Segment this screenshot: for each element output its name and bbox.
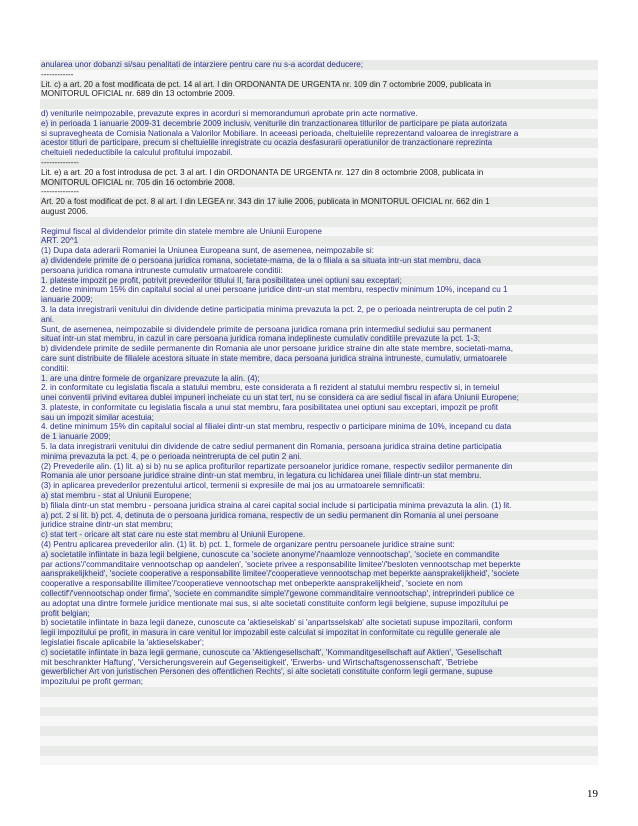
text-line: b) societatile infiintate in baza legii daneze, cunoscute ca 'aktieselskab' si 'anpartsselskab' alte societati supuse impozitarii, conform [40, 618, 598, 628]
text-line: anularea unor dobanzi si/sau penalitati de intarziere pentru care nu s-a acordat deducere; [40, 60, 598, 70]
text-line: 2. detine minimum 15% din capitalul social al unei persoane juridice dintr-un stat membru, respectiv minimum 10%, incepand cu 1 [40, 285, 598, 295]
text-line: par actions'/'commanditaire vennootschap op aandelen', 'societe privee a responsabilite limitee'/'besloten vennootschap met beperkte [40, 560, 598, 570]
text-line: 1. are una dintre formele de organizare prevazute la alin. (4); [40, 374, 598, 384]
text-line: 4. detine minimum 15% din capitalul social al filialei dintr-un stat membru, respectiv o participare minima de 10%, incepand cu data [40, 422, 598, 432]
text-line: Art. 20 a fost modificat de pct. 8 al art. I din LEGEA nr. 343 din 17 iulie 2006, publicata in MONITORUL OFICIAL nr. 662 din 1 [40, 197, 598, 207]
page-number: 19 [587, 788, 598, 800]
document-page [40, 60, 598, 778]
text-line [40, 217, 598, 227]
text-line: 1. plateste impozit pe profit, potrivit prevederilor titlului II, fara posibilitatea unei optiuni sau exceptari; [40, 276, 598, 286]
text-line: b) dividendele primite de sediile permanente din Romania ale unor persoane juridice straine din alte state membre, societati-mama, [40, 344, 598, 354]
text-line: si supravegheata de Comisia Nationala a Valorilor Mobiliare. In aceeasi perioada, cheltuielile reprezentand valoarea de inregistrare a [40, 129, 598, 139]
text-line: 2. in conformitate cu legislatia fiscala a statului membru, este considerata a fi rezident al statului membru respectiv si, in temeiul [40, 383, 598, 393]
text-line: de 1 ianuarie 2009; [40, 432, 598, 442]
text-line: care sunt distribuite de filialele acestora situate in state membre, daca persoana juridica straina intruneste, cumulativ, urmatoarele [40, 354, 598, 364]
text-line: MONITORUL OFICIAL nr. 705 din 16 octombrie 2008. [40, 178, 598, 188]
text-line: cheltuieli nedeductibile la calculul profitului impozabil. [40, 148, 598, 158]
text-line: MONITORUL OFICIAL nr. 689 din 13 octombrie 2009. [40, 89, 598, 99]
text-line: conditii: [40, 364, 598, 374]
text-line: legii impozitului pe profit, in masura in care venitul lor impozabil este calculat si impozitat in conformitate cu regulile generale ale [40, 628, 598, 638]
text-line [40, 716, 598, 726]
text-line: Sunt, de asemenea, neimpozabile si dividendele primite de persoana juridica romana prin intermediul sediului sau permanent [40, 325, 598, 335]
text-line: gewerblicher Art von juristischen Personen des offentlichen Rechts', si alte societati constituite conform legii germane, supuse [40, 667, 598, 677]
text-line: unei conventii privind evitarea dublei impuneri incheiate cu un stat tert, nu se considera ca are sediul fiscal in afara Uniunii Europene; [40, 393, 598, 403]
text-line [40, 746, 598, 756]
text-line: ------------ [40, 70, 598, 80]
text-line: c) stat tert - oricare alt stat care nu este stat membru al Uniunii Europene. [40, 530, 598, 540]
text-line: juridice straine dintr-un stat membru; [40, 520, 598, 530]
text-line: e) in perioada 1 ianuarie 2009-31 decembrie 2009 inclusiv, veniturile din tranzactionarea titlurilor de participare pe piata autorizata [40, 119, 598, 129]
text-line: a) societatile infiintate in baza legii belgiene, cunoscute ca 'societe anonyme'/'naamloze vennootschap', 'societe en commandite [40, 550, 598, 560]
text-line: 3. plateste, in conformitate cu legislatia fiscala a unui stat membru, fara posibilitatea unei optiuni sau exceptari, impozit pe profit [40, 403, 598, 413]
text-line: Regimul fiscal al dividendelor primite din statele membre ale Uniunii Europene [40, 227, 598, 237]
text-line [40, 707, 598, 717]
text-line: impozitului pe profit german; [40, 677, 598, 687]
text-line: a) pct. 2 si lit. b) pct. 4, detinuta de o persoana juridica romana, respectiv de un sediu permanent din Romania al unei persoane [40, 511, 598, 521]
text-line [40, 756, 598, 766]
text-line: 5. la data inregistrarii venitului din dividende de catre sediul permanent din Romania, persoana juridica straina detine participatia [40, 442, 598, 452]
text-line: a) dividendele primite de o persoana juridica romana, societate-mama, de la o filiala a sa situata intr-un stat membru, daca [40, 256, 598, 266]
text-line: (1) Dupa data aderarii Romaniei la Uniunea Europeana sunt, de asemenea, neimpozabile si: [40, 246, 598, 256]
text-line: (3) in aplicarea prevederilor prezentului articol, termenii si expresiile de mai jos au urmatoarele semnificatii: [40, 481, 598, 491]
text-line: -------------- [40, 187, 598, 197]
text-line: au adoptat una dintre formele juridice mentionate mai sus, si alte societati constituite conform legii belgiene, supuse impozitului pe [40, 599, 598, 609]
text-line [40, 736, 598, 746]
text-line: ani. [40, 315, 598, 325]
text-line: 3. la data inregistrarii venitului din dividende detine participatia minima prevazuta la pct. 2, pe o perioada neintrerupta de cel putin 2 [40, 305, 598, 315]
text-line: collectif'/'vennootschap onder firma', 'societe en commandite simple'/'gewone commanditaire vennootschap', intreprinderi publice ce [40, 589, 598, 599]
text-line: ianuarie 2009; [40, 295, 598, 305]
text-line [40, 687, 598, 697]
text-line: Romania ale unor persoane juridice straine dintr-un stat membru, in legatura cu lichidarea unei filiale dintr-un stat membru. [40, 471, 598, 481]
text-line: profit belgian; [40, 609, 598, 619]
text-line: sau un impozit similar acestuia; [40, 413, 598, 423]
text-line: legislatiei fiscale aplicabile la 'aktieselskaber'; [40, 638, 598, 648]
text-line [40, 726, 598, 736]
text-line: (4) Pentru aplicarea prevederilor alin. (1) lit. b) pct. 1, formele de organizare pentru persoanele juridice straine sunt: [40, 540, 598, 550]
text-line: august 2006. [40, 207, 598, 217]
text-line: Lit. e) a art. 20 a fost introdusa de pct. 3 al art. I din ORDONANTA DE URGENTA nr. 127 din 8 octombrie 2008, publicata in [40, 168, 598, 178]
text-line: (2) Prevederile alin. (1) lit. a) si b) nu se aplica profiturilor repartizate persoanelor juridice romane, respectiv sediilor permanente din [40, 462, 598, 472]
text-line: minima prevazuta la pct. 4, pe o perioada neintrerupta de cel putin 2 ani. [40, 452, 598, 462]
text-line: d) veniturile neimpozabile, prevazute expres in acorduri si memorandumuri aprobate prin acte normative. [40, 109, 598, 119]
text-line: acestor titluri de participare, precum si cheltuielile inregistrate cu ocazia desfasurarii operatiunilor de tranzactionare reprezinta [40, 138, 598, 148]
text-line: mit beschrankter Haftung', 'Versicherungsverein auf Gegenseitigkeit', 'Erwerbs- und Wirtschaftsgenossenschaft', 'Betriebe [40, 658, 598, 668]
text-line: aansprakelijkheid', 'societe cooperative a responsabilite limitee'/'cooperatieve vennootschap met beperkte aansprakelijkheid', 'societe [40, 569, 598, 579]
text-line: a) stat membru - stat al Uniunii Europene; [40, 491, 598, 501]
text-line: situat intr-un stat membru, in cazul in care persoana juridica romana indeplineste cumulativ conditiile prevazute la pct. 1-3; [40, 334, 598, 344]
text-line: ART. 20^1 [40, 236, 598, 246]
text-line: c) societatile infiintate in baza legii germane, cunoscute ca 'Aktiengesellschaft', 'Kommanditgesellschaft auf Aktien', 'Gesellschaft [40, 648, 598, 658]
text-line: persoana juridica romana intruneste cumulativ urmatoarele conditii: [40, 266, 598, 276]
text-line: Lit. c) a art. 20 a fost modificata de pct. 14 al art. I din ORDONANTA DE URGENTA nr. 109 din 7 octombrie 2009, publicata in [40, 80, 598, 90]
text-line: cooperative a responsabilite illimitee'/'cooperatieve vennootschap met onbeperkte aansprakelijkheid', 'societe en nom [40, 579, 598, 589]
text-line: b) filiala dintr-un stat membru - persoana juridica straina al carei capital social include si participatia minima prevazuta la alin. (1) lit. [40, 501, 598, 511]
text-line: -------------- [40, 158, 598, 168]
text-line [40, 99, 598, 109]
text-line [40, 697, 598, 707]
